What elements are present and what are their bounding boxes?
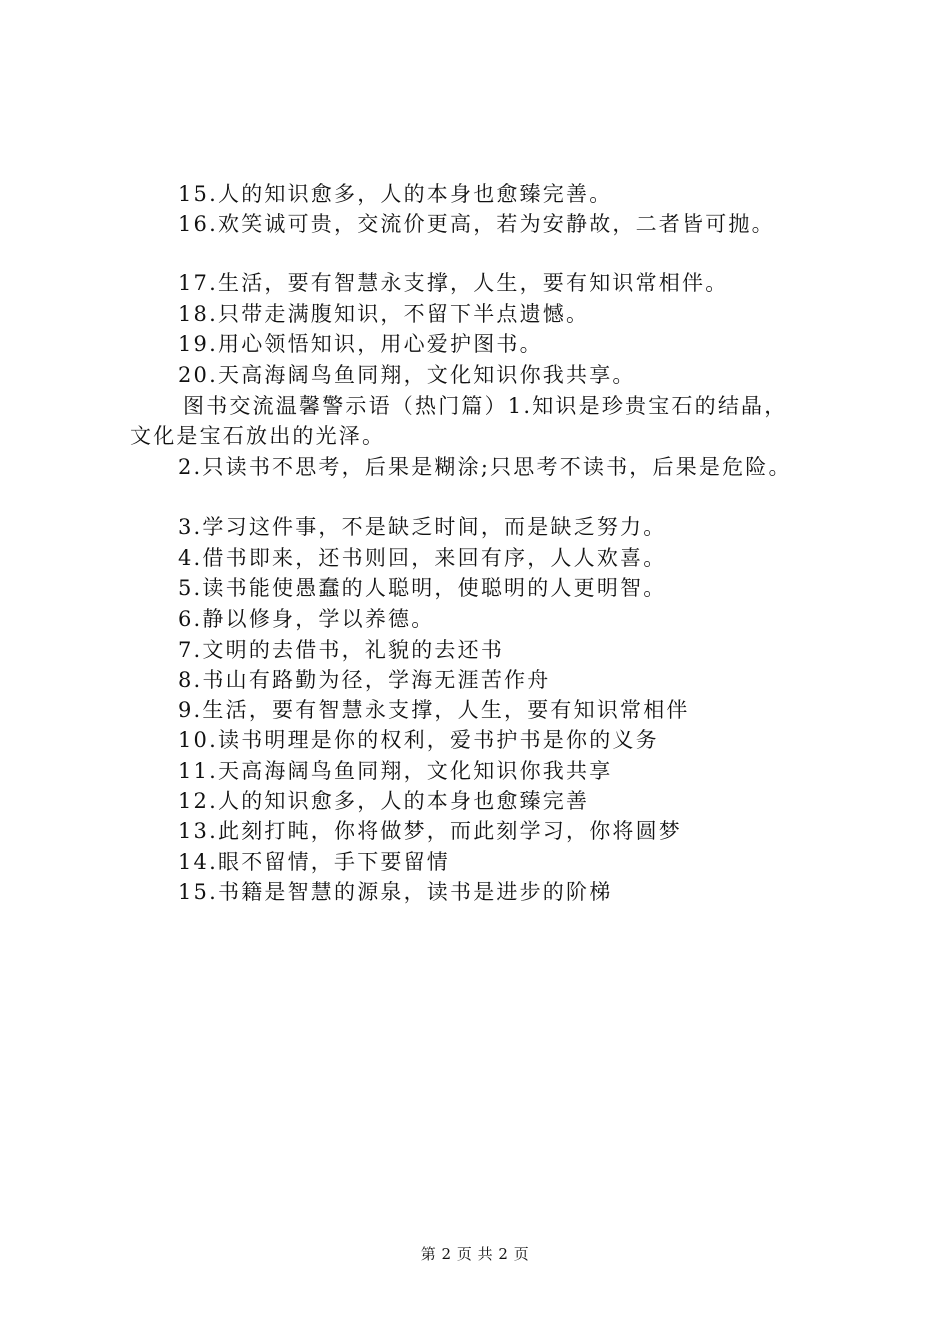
text-line: 17.生活，要有智慧永支撑，人生，要有知识常相伴。 [178,271,729,295]
page-number-footer: 第 2 页 共 2 页 [420,1245,530,1263]
text-line: 18.只带走满腹知识，不留下半点遗憾。 [178,302,590,326]
text-line: 2.只读书不思考，后果是糊涂;只思考不读书，后果是危险。 [178,455,792,479]
text-line: 15.人的知识愈多，人的本身也愈臻完善。 [178,182,613,206]
text-line: 13.此刻打盹，你将做梦，而此刻学习，你将圆梦 [178,819,682,843]
text-line: 12.人的知识愈多，人的本身也愈臻完善 [178,789,590,813]
text-line: 11.天高海阔鸟鱼同翔，文化知识你我共享 [178,759,613,783]
text-line: 15.书籍是智慧的源泉，读书是进步的阶梯 [178,880,613,904]
text-line: 9.生活，要有智慧永支撑，人生，要有知识常相伴 [178,698,690,722]
text-line: 4.借书即来，还书则回，来回有序，人人欢喜。 [178,546,667,570]
text-line: 6.静以修身，学以养德。 [178,607,435,631]
section-heading-line: 图书交流温馨警示语（热门篇）1.知识是珍贵宝石的结晶， [183,394,788,418]
text-line: 3.学习这件事，不是缺乏时间，而是缺乏努力。 [178,515,667,539]
text-line: 19.用心领悟知识，用心爱护图书。 [178,332,543,356]
text-line: 16.欢笑诚可贵，交流价更高，若为安静故，二者皆可抛。 [178,212,775,236]
text-line: 7.文明的去借书，礼貌的去还书 [178,638,505,662]
text-line: 8.书山有路勤为径，学海无涯苦作舟 [178,668,551,692]
text-line: 5.读书能使愚蠢的人聪明，使聪明的人更明智。 [178,576,667,600]
text-line: 10.读书明理是你的权利，爱书护书是你的义务 [178,728,659,752]
text-line: 20.天高海阔鸟鱼同翔，文化知识你我共享。 [178,363,636,387]
text-line: 文化是宝石放出的光泽。 [130,424,386,448]
text-line: 14.眼不留情，手下要留情 [178,850,450,874]
